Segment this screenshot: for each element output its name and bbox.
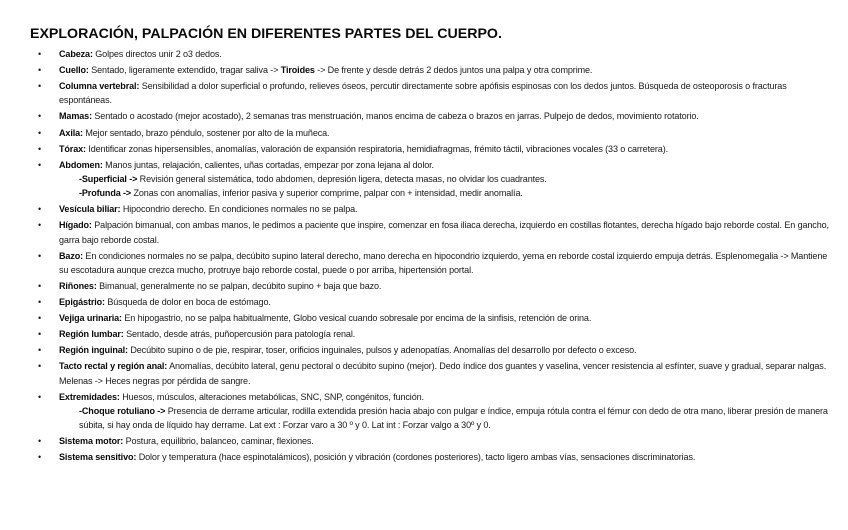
bullet-icon: • — [38, 345, 42, 356]
list-item-sistema-sensitivo — [0, 450, 848, 464]
sub-item-text: Revisión general sistemática, todo abdomen, depresión ligera, detecta masas, no olvidar los cuadrantes. — [137, 173, 547, 184]
list-item-higado — [0, 218, 848, 246]
item-text: Sentado o acostado (mejor acostado), 2 semanas tras menstruación, manos encima de cabeza o brazos en jarras. Pulpejo de dedos, movimiento rotatorio. — [91, 111, 699, 122]
item-label: Extremidades: — [59, 391, 120, 402]
sub-item-choque-rotuliano — [59, 404, 838, 432]
item-inline-bold: Tiroides — [280, 65, 315, 76]
list-item-region-inguinal — [0, 343, 848, 357]
item-text: Sentado, desde atrás, puñopercusión para patología renal. — [123, 329, 356, 340]
item-label: Axila: — [59, 127, 83, 138]
list-item-mamas — [0, 109, 848, 123]
list-item-axila — [0, 126, 848, 140]
item-text: En condiciones normales no se palpa, decúbito supino lateral derecho, mano derecha en hipocondrio izquierdo, yema en reborde costal izquierdo empuja detrás. Esplenomegalia -> Mantiene su escotadura aunque crezca mucho, protruye bajo reborde costal, puede o por arriba, hipertensión portal. — [59, 250, 828, 275]
item-label: Región inguinal: — [59, 345, 128, 356]
item-label: Cuello: — [59, 65, 89, 76]
item-text: Sensibilidad a dolor superficial o profundo, relieves óseos, percutir directamente sobre apófisis espinosas con los dedos juntos. Búsqueda de osteoporosis o fracturas espontáneas. — [59, 81, 787, 106]
list-item-cuello — [0, 63, 848, 77]
bullet-icon: • — [38, 49, 42, 59]
bullet-icon: • — [38, 436, 42, 447]
item-text: Postura, equilibrio, balanceo, caminar, flexiones. — [123, 436, 314, 447]
bullet-icon: • — [38, 280, 42, 291]
list-item-sistema-motor — [0, 434, 848, 448]
sub-item-superficial — [59, 172, 838, 186]
item-text: Decúbito supino o de pie, respirar, toser, orificios inguinales, pulsos y adenopatías. Anomalías del desarrollo por defecto o exceso. — [127, 345, 637, 356]
sub-item-label: -Choque rotuliano -> — [79, 405, 166, 416]
list-item-extremidades — [0, 390, 848, 433]
sub-item-label: -Profunda -> — [79, 188, 132, 199]
item-text: Dolor y temperatura (hace espinotalámicos), posición y vibración (cordones posteriores), tacto ligero ambas vías, sensaciones discriminatorias. — [136, 452, 696, 463]
document-title: EXPLORACIÓN, PALPACIÓN EN DIFERENTES PARTES DEL CUERPO. — [30, 26, 502, 42]
sub-item-text: Presencia de derrame articular, rodilla extendida presión hacia abajo con pulgar e índice, empuja rótula contra el fémur con dedo de otra mano, liberar presión de manera súbita, si hay onda de líquido hay derrame. Lat ext : Forzar varo a 30 º y 0. Lat int : Forzar valgo a 30º y 0. — [79, 405, 828, 431]
item-label: Región lumbar: — [59, 329, 124, 340]
bullet-icon: • — [38, 220, 42, 231]
item-text: Búsqueda de dolor en boca de estómago. — [104, 297, 271, 308]
sub-item-profunda — [59, 186, 838, 200]
list-item-abdomen — [0, 158, 848, 201]
item-text: Mejor sentado, brazo péndulo, sostener por alto de la muñeca. — [82, 127, 330, 138]
item-label: Hígado: — [59, 220, 92, 231]
item-label: Abdomen: — [59, 159, 103, 170]
bullet-icon: • — [38, 297, 42, 308]
item-label: Riñones: — [59, 280, 97, 291]
item-label: Tórax: — [59, 143, 86, 154]
item-text: Bimanual, generalmente no se palpan, decúbito supino + baja que bazo. — [96, 280, 382, 291]
item-text: Huesos, músculos, alteraciones metabólicas, SNC, SNP, congénitos, función. — [119, 391, 424, 402]
bullet-icon: • — [38, 250, 42, 261]
list-item-rinones — [0, 279, 848, 293]
sub-item-text: Zonas con anomalías, inferior pasiva y superior comprime, palpar con + intensidad, medir anomalía. — [131, 188, 523, 199]
sub-item-label: -Superficial -> — [79, 173, 138, 184]
item-label: Bazo: — [59, 250, 84, 261]
list-item-vejiga-urinaria — [0, 311, 848, 325]
item-text: Palpación bimanual, con ambas manos, le pedimos a paciente que inspire, comenzar en fosa iliaca derecha, izquierdo en costillas flotantes, derecha hígado bajo reborde costal. En gancho, garra bajo reborde costal. — [59, 220, 829, 245]
bullet-icon: • — [38, 313, 42, 324]
list-item-vesicula-biliar — [0, 202, 848, 216]
item-text: Golpes directos unir 2 o3 dedos. — [92, 49, 222, 59]
list-item-bazo — [0, 249, 848, 277]
bullet-icon: • — [38, 204, 42, 215]
item-text: Anomalías, decúbito lateral, genu pectoral o decúbito supino (mejor). Dedo índice dos guantes y vaselina, vencer resistencia al esfínter, suave y gradual, separar nalgas. Melenas -> Heces negras por pérdida de sangre. — [59, 361, 827, 386]
item-label: Vesícula biliar: — [59, 204, 121, 215]
list-item-torax — [0, 142, 848, 156]
bullet-icon: • — [38, 65, 42, 76]
item-label: Vejiga urinaria: — [59, 313, 122, 324]
item-text: Hipocondrio derecho. En condiciones normales no se palpa. — [120, 204, 358, 215]
list-item-cabeza — [0, 47, 848, 61]
list-item-epigastrio — [0, 295, 848, 309]
bullet-icon: • — [38, 329, 42, 340]
bullet-icon: • — [38, 111, 42, 122]
item-label: Columna vertebral: — [59, 81, 140, 92]
bullet-icon: • — [38, 452, 42, 463]
item-label: Sistema motor: — [59, 436, 124, 447]
item-text: Identificar zonas hipersensibles, anomalías, valoración de expansión respiratoria, hemidiafragmas, frémito táctil, vibraciones vocales (33 o carretera). — [85, 143, 668, 154]
item-text: Manos juntas, relajación, calientes, uñas cortadas, empezar por zona lejana al dolor. — [102, 159, 434, 170]
bullet-icon: • — [38, 159, 42, 170]
list-item-region-lumbar — [0, 327, 848, 341]
bullet-icon: • — [38, 391, 42, 402]
item-label: Cabeza: — [59, 49, 93, 59]
item-label: Tacto rectal y región anal: — [59, 361, 168, 372]
item-text: Sentado, ligeramente extendido, tragar saliva -> — [88, 65, 281, 76]
bullet-icon: • — [38, 127, 42, 138]
item-label: Epigástrio: — [59, 297, 105, 308]
bullet-icon: • — [38, 81, 42, 92]
exploration-list — [0, 47, 848, 466]
bullet-icon: • — [38, 361, 42, 372]
item-label: Mamas: — [59, 111, 92, 122]
item-text-2: -> De frente y desde detrás 2 dedos juntos una palpa y otra comprime. — [314, 65, 593, 76]
list-item-tacto-rectal — [0, 359, 848, 387]
item-label: Sistema sensitivo: — [59, 452, 137, 463]
list-item-columna-vertebral — [0, 79, 848, 107]
item-text: En hipogastrio, no se palpa habitualmente, Globo vesical cuando sobresale por encima de la sinfisis, retención de orina. — [121, 313, 592, 324]
bullet-icon: • — [38, 143, 42, 154]
